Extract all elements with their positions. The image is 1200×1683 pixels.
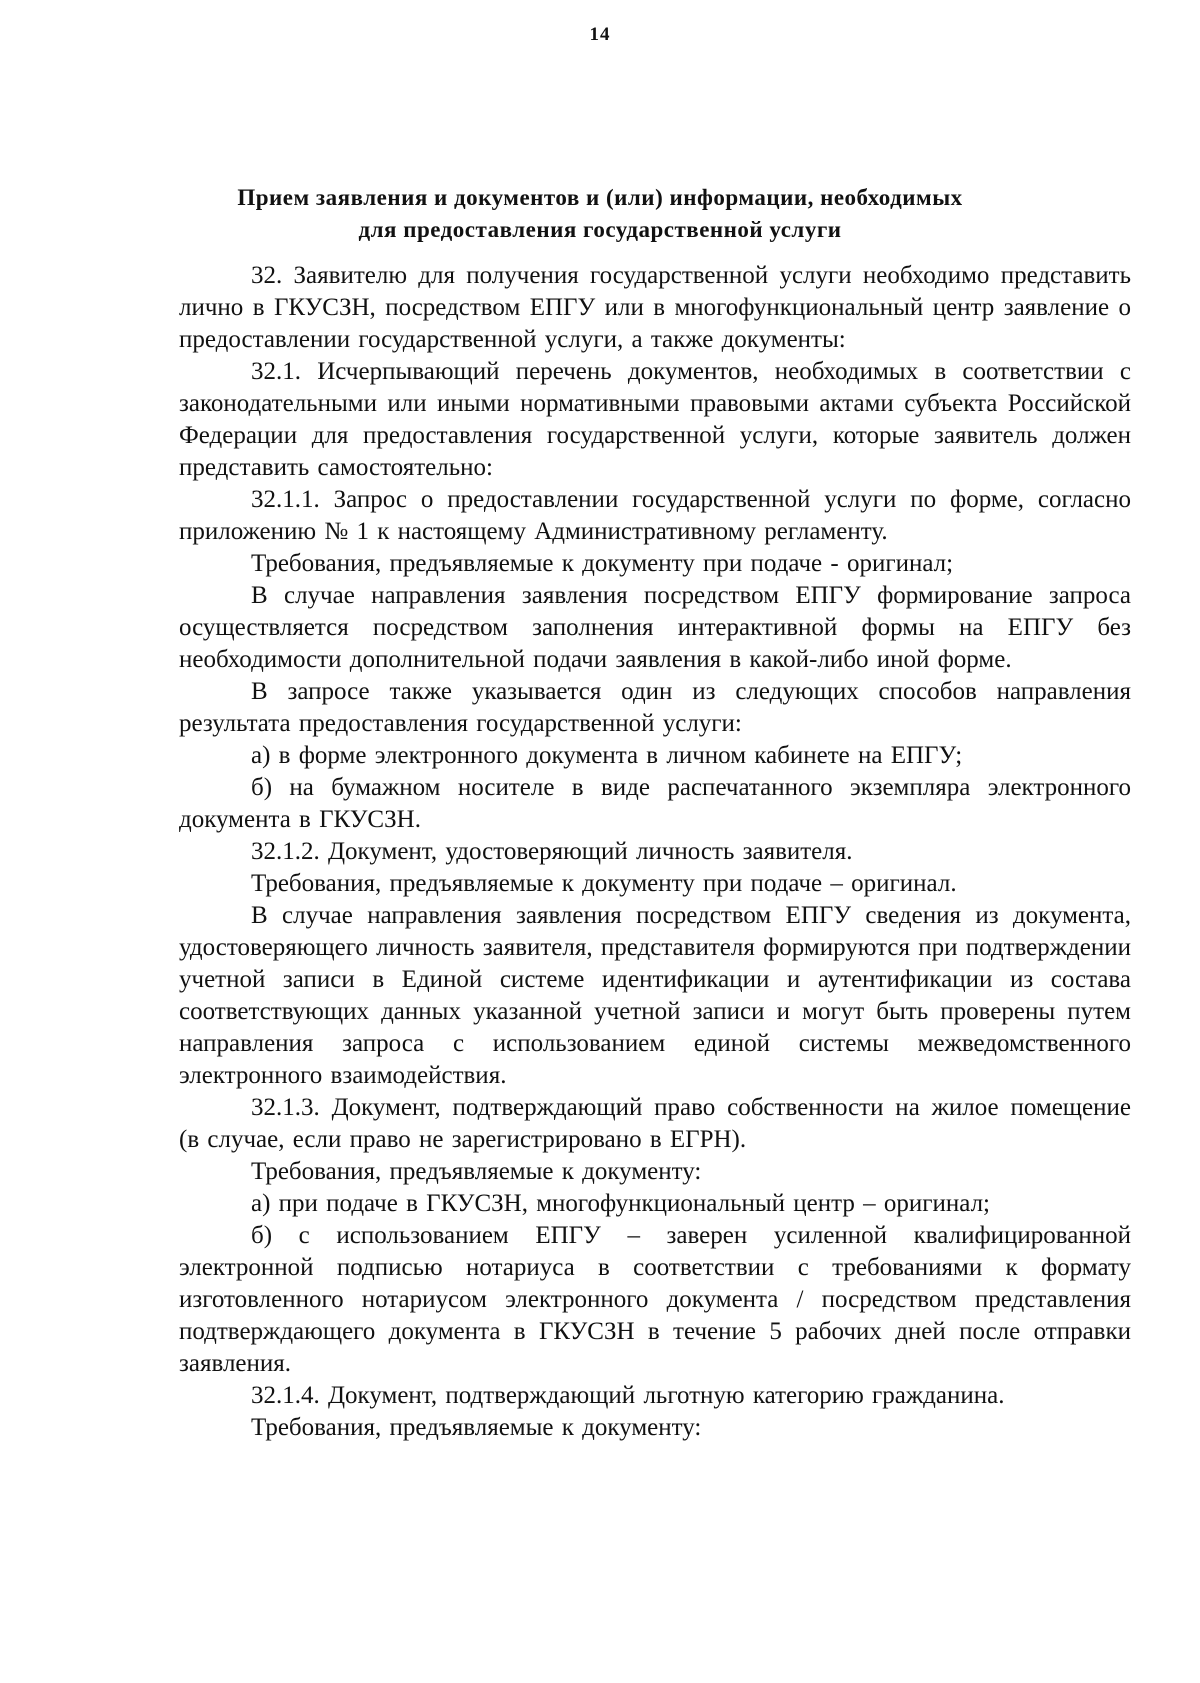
paragraph-32: 32. Заявителю для получения государственной услуги необходимо представить лично в ГКУСЗН, посредством ЕПГУ или в многофункциональный центр заявление о предоставлении государственной услуги, а также документы: — [179, 262, 1131, 353]
paragraph-32-1-3: 32.1.3. Документ, подтверждающий право собственности на жилое помещение (в случае, если право не зарегистрировано в ЕГРН). — [179, 1094, 1131, 1153]
section-heading — [150, 182, 1050, 246]
paragraph-requirements: Требования, предъявляемые к документу: — [251, 1158, 702, 1185]
section-heading-line: Прием заявления и документов и (или) информации, необходимых — [237, 185, 963, 210]
paragraph-requirements: Требования, предъявляемые к документу при подаче - оригинал; — [251, 550, 954, 577]
page-number: 14 — [589, 24, 611, 45]
section-heading-line: для предоставления государственной услуги — [358, 217, 842, 242]
paragraph-result-methods: В запросе также указывается один из следующих способов направления результата предоставления государственной услуги: — [179, 678, 1131, 737]
paragraph-option-b: б) с использованием ЕПГУ – заверен усиленной квалифицированной электронной подписью нотариуса в соответствии с требованиями к формату изготовленного нотариусом электронного документа / посредством представления подтверждающего документа в ГКУСЗН в течение 5 рабочих дней после отправки заявления. — [179, 1222, 1131, 1377]
paragraph-option-b: б) на бумажном носителе в виде распечатанного экземпляра электронного документа в ГКУСЗН. — [179, 774, 1131, 833]
paragraph-32-1: 32.1. Исчерпывающий перечень документов, необходимых в соответствии с законодательными или иными нормативными правовыми актами субъекта Российской Федерации для предоставления государственной услуги, которые заявитель должен представить самостоятельно: — [179, 358, 1131, 481]
paragraph-32-1-2: 32.1.2. Документ, удостоверяющий личность заявителя. — [251, 838, 853, 865]
paragraph-epgu-request: В случае направления заявления посредством ЕПГУ формирование запроса осуществляется посредством заполнения интерактивной формы на ЕПГУ без необходимости дополнительной подачи заявления в какой-либо иной форме. — [179, 582, 1131, 673]
paragraph-requirements: Требования, предъявляемые к документу при подаче – оригинал. — [251, 870, 957, 897]
paragraph-requirements: Требования, предъявляемые к документу: — [251, 1414, 702, 1441]
paragraph-32-1-4: 32.1.4. Документ, подтверждающий льготную категорию гражданина. — [251, 1382, 1005, 1409]
document-body — [179, 260, 1131, 1444]
paragraph-identity-epgu: В случае направления заявления посредством ЕПГУ сведения из документа, удостоверяющего личность заявителя, представителя формируются при подтверждении учетной записи в Единой системе идентификации и аутентификации из состава соответствующих данных указанной учетной записи и могут быть проверены путем направления запроса с использованием единой системы межведомственного электронного взаимодействия. — [179, 902, 1131, 1089]
paragraph-option-a: а) при подаче в ГКУСЗН, многофункциональный центр – оригинал; — [251, 1190, 990, 1217]
paragraph-option-a: а) в форме электронного документа в личном кабинете на ЕПГУ; — [251, 742, 963, 769]
paragraph-32-1-1: 32.1.1. Запрос о предоставлении государственной услуги по форме, согласно приложению № 1 к настоящему Административному регламенту. — [179, 486, 1131, 545]
